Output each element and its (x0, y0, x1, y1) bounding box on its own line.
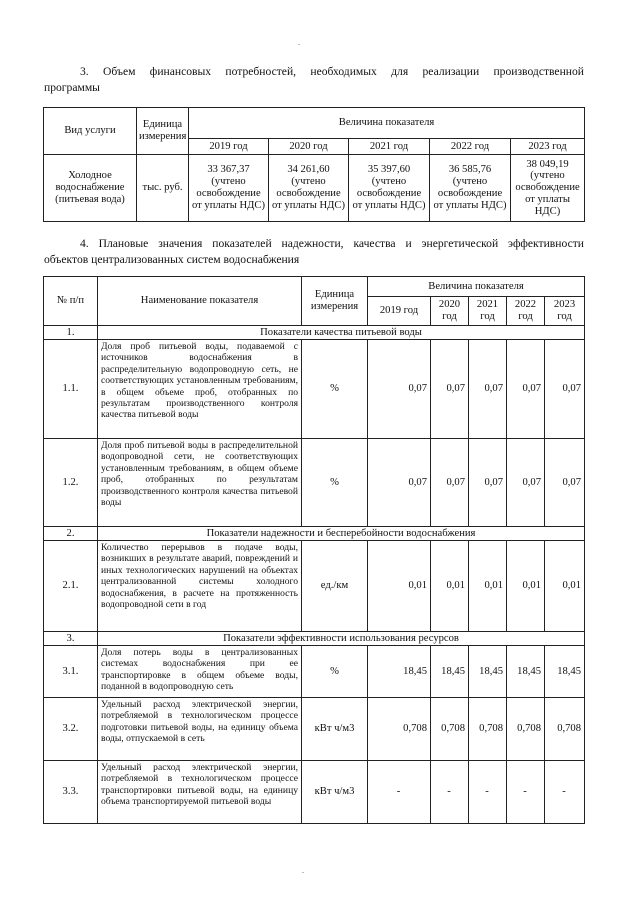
value-2022-amount: 36 585,76 (448, 164, 492, 176)
year-2019-header-4: 2019 год (368, 297, 431, 326)
year-2020-header: 2020 год (269, 139, 349, 155)
col-value-header: Величина показателя (189, 108, 585, 139)
financial-needs-table (43, 107, 585, 222)
row-1-1-num: 1.1. (44, 340, 98, 439)
row-1-1-value-2021: 0,07 (469, 340, 507, 439)
row-1-1-name: Доля проб питьевой воды, подаваемой с источников водоснабжения в распределительную водопроводную сеть, не соответствующих установленным требованиям, в общем объеме проб, отобранных по результатам производственного контроля качества питьевой воды (98, 340, 302, 439)
section1-num: 1. (44, 326, 98, 340)
value-2021-cell (349, 155, 430, 222)
value-2022-cell (430, 155, 511, 222)
row-3-2-name: Удельный расход электрической энергии, потребляемой в технологическом процессе подготовки питьевой воды, на единицу объема воды, отпускаемой в сеть (98, 698, 302, 761)
value-2022-note: (учтено освобождение от уплаты НДС) (433, 176, 507, 211)
row-1-1-value-2023: 0,07 (545, 340, 585, 439)
row-2-1-value-2021: 0,01 (469, 541, 507, 632)
scan-mark-bottom (302, 872, 304, 873)
value-2021-amount: 35 397,60 (367, 164, 411, 176)
row-1-2-unit: % (302, 439, 368, 527)
col-service-header: Вид услуги (44, 108, 137, 155)
section3-heading-line2: программы (44, 81, 100, 94)
year-2023-header: 2023 год (511, 139, 585, 155)
value-2023-note: (учтено освобождение от уплаты НДС) (515, 170, 580, 217)
section1-title: Показатели качества питьевой воды (98, 326, 585, 340)
year-2022-word: год (518, 311, 533, 322)
section3-title: Показатели эффективности использования ресурсов (98, 632, 585, 646)
row-3-2-value-2022: 0,708 (507, 698, 545, 761)
row-3-2-value-2023: 0,708 (545, 698, 585, 761)
row-1-2-value-2019: 0,07 (368, 439, 431, 527)
row-1-2-value-2022: 0,07 (507, 439, 545, 527)
row-3-2-num: 3.2. (44, 698, 98, 761)
year-2021-word: год (480, 311, 495, 322)
row-2-1-value-2019: 0,01 (368, 541, 431, 632)
row-3-3-unit: кВт ч/м3 (302, 761, 368, 824)
year-2021-num: 2021 (476, 298, 499, 310)
row-1-2-name: Доля проб питьевой воды в распределительной водопроводной сети, не соответствующих установленным требованиям, в общем объеме проб, отобранных по результатам производственного контроля качества питьевой воды (98, 439, 302, 527)
row-1-1-unit: % (302, 340, 368, 439)
row-2-1-value-2020: 0,01 (431, 541, 469, 632)
col-unit-header-4: Единица измерения (302, 277, 368, 326)
row-3-3-value-2020: - (431, 761, 469, 824)
year-2021-header: 2021 год (349, 139, 430, 155)
year-2022-header-4 (507, 297, 545, 326)
year-2020-word: год (442, 311, 457, 322)
year-2020-num: 2020 (438, 298, 461, 310)
row-1-1-value-2022: 0,07 (507, 340, 545, 439)
col-name-header: Наименование показателя (98, 277, 302, 326)
year-2020-header-4 (431, 297, 469, 326)
row-1-2-num: 1.2. (44, 439, 98, 527)
row-3-3-value-2019: - (368, 761, 431, 824)
section4-heading-line2: объектов централизованных систем водоснабжения (44, 253, 300, 266)
section2-num: 2. (44, 527, 98, 541)
row-3-3-name: Удельный расход электрической энергии, потребляемой в технологическом процессе транспортировки питьевой воды, на единицу объема транспортируемой питьевой воды (98, 761, 302, 824)
year-2023-num: 2023 (553, 298, 576, 310)
indicators-table (43, 276, 585, 824)
row-3-1-unit: % (302, 646, 368, 698)
value-2020-note: (учтено освобождение от уплаты НДС) (272, 176, 345, 211)
section3-num: 3. (44, 632, 98, 646)
col-unit-header: Единица измерения (137, 108, 189, 155)
year-2023-header-4 (545, 297, 585, 326)
row-3-1-value-2020: 18,45 (431, 646, 469, 698)
row-3-3-num: 3.3. (44, 761, 98, 824)
row-1-1-value-2020: 0,07 (431, 340, 469, 439)
row-3-1-num: 3.1. (44, 646, 98, 698)
value-2020-amount: 34 261,60 (287, 164, 330, 176)
value-2021-note: (учтено освобождение от уплаты НДС) (352, 176, 426, 211)
year-2021-header-4 (469, 297, 507, 326)
row-3-1-value-2019: 18,45 (368, 646, 431, 698)
value-2020-cell (269, 155, 349, 222)
row-2-1-name: Количество перерывов в подаче воды, возникших в результате аварий, повреждений и иных технологических нарушений на объектах централизованной системы холодного водоснабжения, в расчете на протяженность водопроводной сети в год (98, 541, 302, 632)
service-cell: Холодное водоснабжение (питьевая вода) (44, 155, 137, 222)
row-1-1-value-2019: 0,07 (368, 340, 431, 439)
row-3-2-unit: кВт ч/м3 (302, 698, 368, 761)
value-2023-cell (511, 155, 585, 222)
row-3-1-value-2021: 18,45 (469, 646, 507, 698)
row-2-1-unit: ед./км (302, 541, 368, 632)
row-3-1-name: Доля потерь воды в централизованных системах водоснабжения при ее транспортировке в общем объеме воды, поданной в водопроводную сеть (98, 646, 302, 698)
col-num-header: № п/п (44, 277, 98, 326)
section3-heading-line1: 3. Объем финансовых потребностей, необходимых для реализации производственной (80, 65, 584, 78)
value-2019-note: (учтено освобождение от уплаты НДС) (192, 176, 265, 211)
section4-heading (44, 236, 584, 268)
section3-heading (44, 64, 584, 96)
row-1-2-value-2020: 0,07 (431, 439, 469, 527)
row-3-3-value-2021: - (469, 761, 507, 824)
row-2-1-value-2023: 0,01 (545, 541, 585, 632)
row-3-3-value-2022: - (507, 761, 545, 824)
row-3-2-value-2020: 0,708 (431, 698, 469, 761)
row-3-3-value-2023: - (545, 761, 585, 824)
section2-title: Показатели надежности и бесперебойности водоснабжения (98, 527, 585, 541)
value-2019-cell (189, 155, 269, 222)
value-2019-amount: 33 367,37 (207, 164, 250, 176)
year-2019-header: 2019 год (189, 139, 269, 155)
unit-cell: тыс. руб. (137, 155, 189, 222)
row-2-1-value-2022: 0,01 (507, 541, 545, 632)
section4-heading-line1: 4. Плановые значения показателей надежности, качества и энергетической эффективности (80, 237, 584, 250)
row-3-2-value-2021: 0,708 (469, 698, 507, 761)
col-value-header-4: Величина показателя (368, 277, 585, 297)
row-1-2-value-2023: 0,07 (545, 439, 585, 527)
year-2022-num: 2022 (514, 298, 537, 310)
row-3-1-value-2023: 18,45 (545, 646, 585, 698)
scan-mark-top (298, 44, 300, 45)
value-2023-amount: 38 049,19 (526, 158, 569, 170)
row-3-1-value-2022: 18,45 (507, 646, 545, 698)
row-3-2-value-2019: 0,708 (368, 698, 431, 761)
year-2022-header: 2022 год (430, 139, 511, 155)
row-1-2-value-2021: 0,07 (469, 439, 507, 527)
row-2-1-num: 2.1. (44, 541, 98, 632)
year-2023-word: год (557, 311, 572, 322)
